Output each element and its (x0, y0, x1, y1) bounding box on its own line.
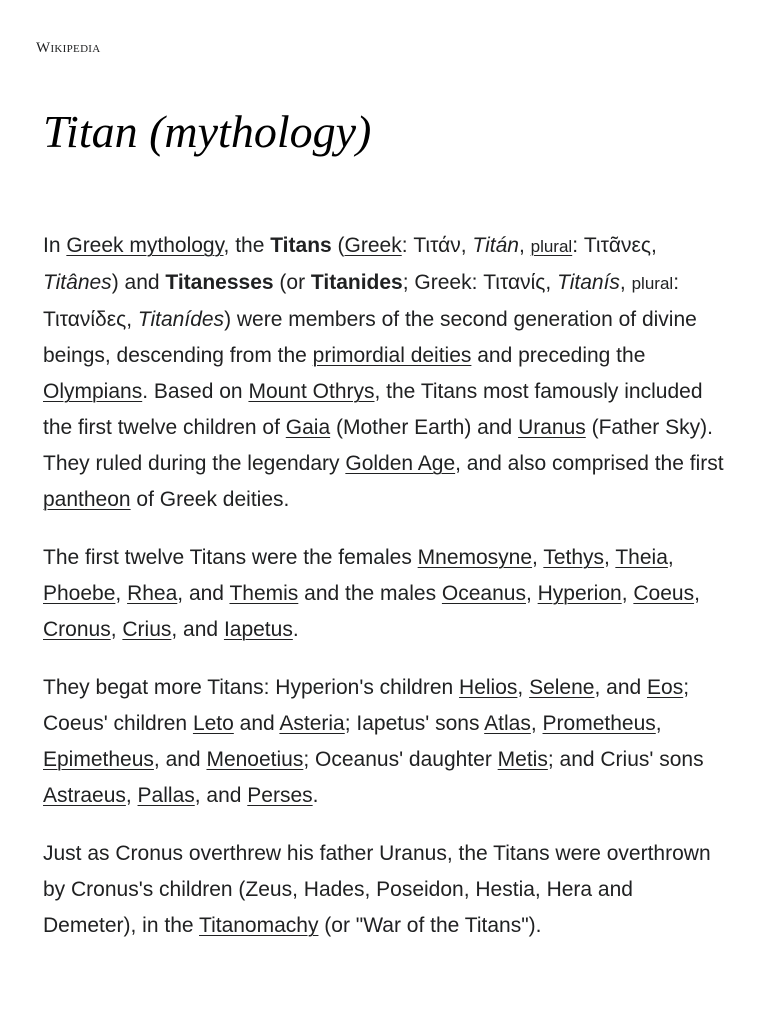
text: ) were members of the second generation of divine beings, descending from the (43, 308, 697, 367)
text: , the (223, 234, 271, 257)
text: , and also comprised the first (455, 452, 724, 475)
text: , (532, 546, 544, 569)
link-astraeus[interactable]: Astraeus (43, 784, 126, 807)
link-coeus[interactable]: Coeus (633, 582, 695, 605)
text: , (694, 582, 700, 605)
text: ; Oceanus' daughter (303, 748, 498, 771)
link-titanomachy[interactable]: Titanomachy (199, 914, 319, 937)
link-olympians[interactable]: Olympians (43, 380, 143, 403)
link-plural[interactable]: plural (530, 237, 573, 256)
text: They begat more Titans: Hyperion's children (43, 676, 460, 699)
transliteration-titanis: Titanís (557, 271, 620, 294)
link-uranus[interactable]: Uranus (518, 416, 586, 439)
text: In (43, 234, 67, 257)
text: , and (194, 784, 248, 807)
link-golden-age[interactable]: Golden Age (345, 452, 456, 475)
page-title: Titan (mythology) (43, 106, 372, 157)
text: The first twelve Titans were the females (43, 546, 418, 569)
transliteration-titan: Titán (472, 234, 519, 257)
text: , and (153, 748, 207, 771)
text: , (619, 271, 632, 294)
text: , the Titans most famously included the first twelve children of (43, 380, 703, 439)
text: and (233, 712, 280, 735)
transliteration-titanes: Titânes (43, 271, 112, 294)
text: . (312, 784, 319, 807)
text: . Based on (142, 380, 249, 403)
link-primordial-deities[interactable]: primordial deities (312, 344, 472, 367)
text: ; Greek: Τιτανίς, (402, 271, 558, 294)
link-themis[interactable]: Themis (229, 582, 299, 605)
text: (or "War of the Titans"). (318, 914, 542, 937)
link-asteria[interactable]: Asteria (279, 712, 345, 735)
link-leto[interactable]: Leto (192, 712, 234, 735)
link-greek-mythology[interactable]: Greek mythology (66, 234, 224, 257)
text: , (115, 582, 128, 605)
link-epimetheus[interactable]: Epimetheus (43, 748, 154, 771)
text: : Τιτανίδες, (43, 271, 680, 331)
text: ( (331, 234, 345, 257)
text: : Τιτᾶνες, (572, 234, 657, 257)
text: of Greek deities. (130, 488, 290, 511)
text: , (621, 582, 634, 605)
article-body (43, 228, 727, 966)
link-prometheus[interactable]: Prometheus (542, 712, 656, 735)
text: , (525, 582, 538, 605)
link-oceanus[interactable]: Oceanus (441, 582, 526, 605)
text: (Mother Earth) and (330, 416, 519, 439)
link-mount-othrys[interactable]: Mount Othrys (248, 380, 375, 403)
text: , (517, 676, 530, 699)
text: , (530, 712, 543, 735)
label-plural: plural (631, 274, 674, 293)
text: , and (177, 582, 230, 605)
term-titanesses: Titanesses (165, 271, 274, 294)
paragraph-intro (43, 228, 727, 518)
link-metis[interactable]: Metis (497, 748, 548, 771)
paragraph-titanomachy (43, 836, 727, 944)
text: . (292, 618, 299, 641)
text: and the males (298, 582, 442, 605)
text: , and (594, 676, 648, 699)
text: Just as Cronus overthrew his father Uranus, the Titans were overthrown by Cronus's children (Zeus, Hades, Poseidon, Hestia, Hera and Demeter), in the (43, 842, 711, 937)
text: ; Iapetus' sons (344, 712, 485, 735)
link-theia[interactable]: Theia (615, 546, 668, 569)
link-mnemosyne[interactable]: Mnemosyne (417, 546, 533, 569)
text: (or (273, 271, 311, 294)
text: , (667, 546, 674, 569)
link-selene[interactable]: Selene (529, 676, 595, 699)
link-crius[interactable]: Crius (122, 618, 172, 641)
text: , (655, 712, 662, 735)
link-menoetius[interactable]: Menoetius (206, 748, 304, 771)
text: and preceding the (471, 344, 646, 367)
term-titans: Titans (270, 234, 332, 257)
paragraph-second-generation (43, 670, 727, 814)
text: (Father Sky). They ruled during the legendary (43, 416, 713, 475)
term-titanides: Titanides (310, 271, 403, 294)
link-perses[interactable]: Perses (247, 784, 313, 807)
link-pallas[interactable]: Pallas (137, 784, 195, 807)
link-iapetus[interactable]: Iapetus (223, 618, 293, 641)
link-gaia[interactable]: Gaia (285, 416, 331, 439)
text: ; and Crius' sons (547, 748, 704, 771)
link-atlas[interactable]: Atlas (484, 712, 531, 735)
wikipedia-wordmark[interactable]: Wikipedia (36, 40, 101, 56)
transliteration-titanides: Titanídes (137, 308, 225, 331)
link-helios[interactable]: Helios (459, 676, 518, 699)
text: ) and (111, 271, 166, 294)
link-rhea[interactable]: Rhea (127, 582, 178, 605)
text: , (110, 618, 123, 641)
paragraph-first-twelve (43, 540, 727, 648)
link-phoebe[interactable]: Phoebe (43, 582, 116, 605)
text: , and (171, 618, 224, 641)
link-cronus[interactable]: Cronus (43, 618, 111, 641)
text: , (125, 784, 138, 807)
link-eos[interactable]: Eos (647, 676, 684, 699)
text: , (518, 234, 531, 257)
text: ; Coeus' children (43, 676, 690, 735)
link-pantheon[interactable]: pantheon (43, 488, 131, 511)
link-tethys[interactable]: Tethys (543, 546, 605, 569)
text: : Τιτάν, (401, 234, 473, 257)
link-greek[interactable]: Greek (344, 234, 402, 257)
link-hyperion[interactable]: Hyperion (537, 582, 622, 605)
text: , (604, 546, 616, 569)
